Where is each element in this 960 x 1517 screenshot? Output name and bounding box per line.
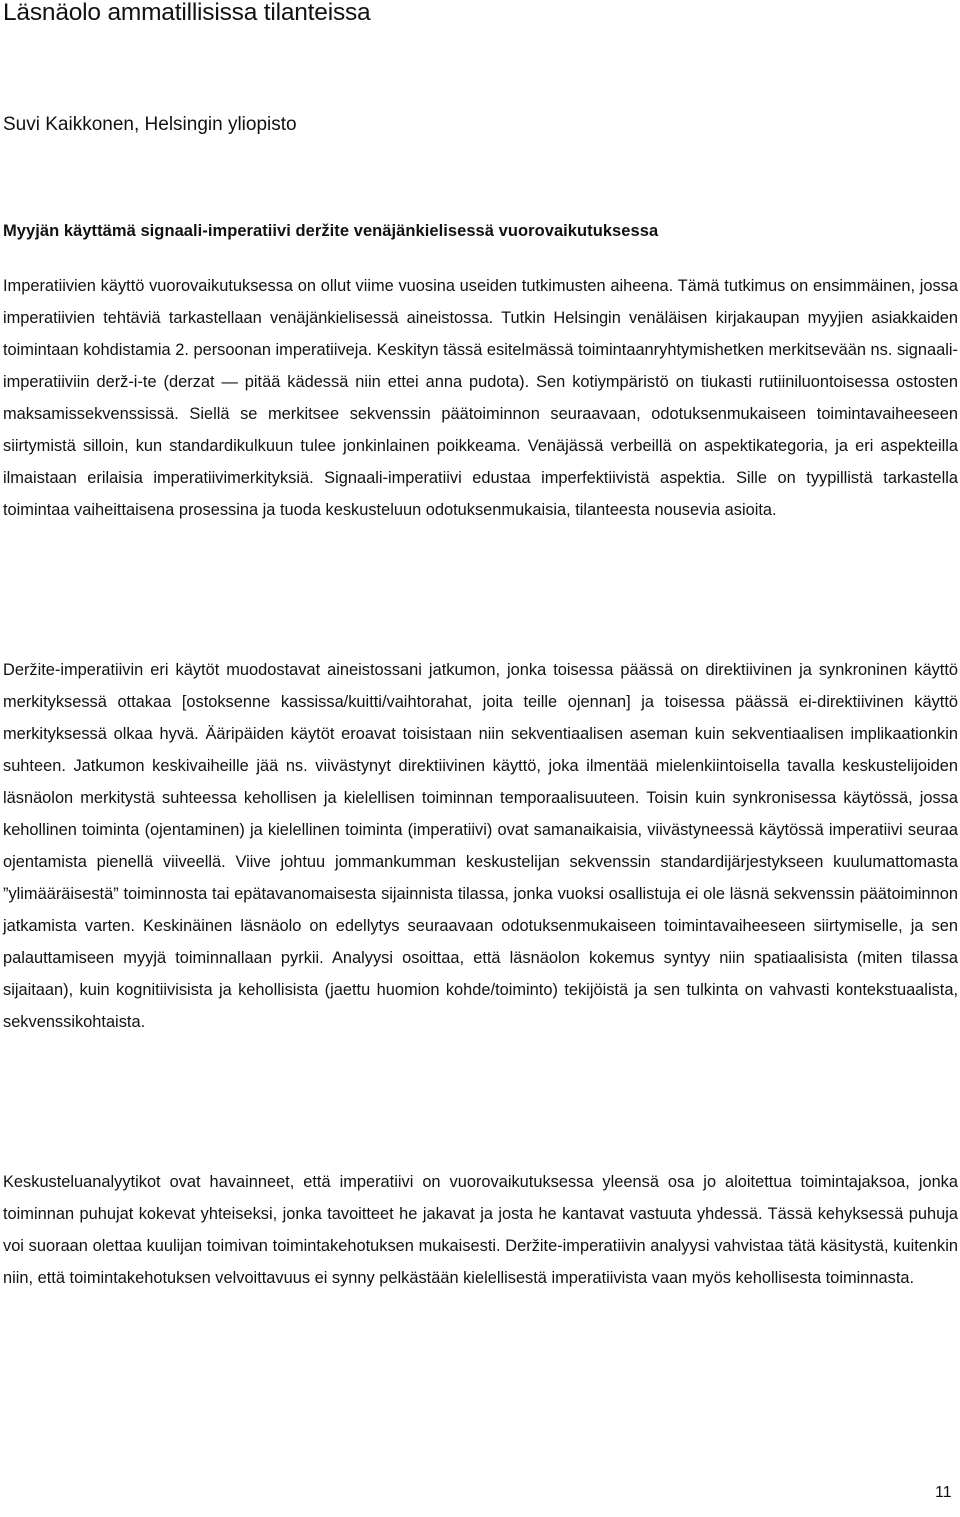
paragraph: Imperatiivien käyttö vuorovaikutuksessa on ollut viime vuosina useiden tutkimusten aiheena. Tämä tutkimus on ensimmäinen, jossa imperatiivien tehtäviä tarkastellaan venäjänkielisessä aineistossa. Tutkin Helsingin venäläisen kirjakaupan myyjien asiakkaiden toimintaan kohdistamia 2. persoonan imperatiiveja. Keskityn tässä esitelmässä toimintaanryhtymishetken merkitsevään ns. signaali-imperatiiviin derž-i-te (derzat — pitää kädessä niin ettei anna pudota). Sen kotiympäristö on tiukasti rutiiniluontoisessa ostosten maksamissekvenssissä. Siellä se merkitsee sekvenssin päätoiminnon seuraavaan, odotuksenmukaiseen toimintavaiheeseen siirtymistä silloin, kun standardikulkuun tulee jonkinlainen poikkeama. Venäjässä verbeillä on aspektikategoria, ja eri aspekteilla ilmaistaan erilaisia imperatiivimerkityksiä. Signaali-imperatiivi edustaa imperfektiivistä aspektia. Sille on tyypillistä tarkastella toimintaa vaiheittaisena prosessina ja tuoda keskusteluun odotuksenmukaisia, tilanteesta nousevia asioita. <box>3 277 958 519</box>
paragraph: Keskusteluanalyytikot ovat havainneet, että imperatiivi on vuorovaikutuksessa yleensä osa jo aloitettua toimintajaksoa, jonka toiminnan puhujat kokevat yhteiseksi, jonka tavoitteet he jakavat ja josta he kantavat vastuuta yhdessä. Tässä kehyksessä puhuja voi suoraan olettaa kuulijan toimivan toimintakehotuksen mukaisesti. Deržite-imperatiivin analyysi vahvistaa tätä käsitystä, kuitenkin niin, että toimintakehotuksen velvoittavuus ei synny pelkästään kielellisestä imperatiivista vaan myös kehollisesta toiminnasta. <box>3 1173 958 1287</box>
author-line: Suvi Kaikkonen, Helsingin yliopisto <box>3 114 297 135</box>
document-title: Läsnäolo ammatillisissa tilanteissa <box>3 0 371 26</box>
paragraph: Deržite-imperatiivin eri käytöt muodostavat aineistossani jatkumon, jonka toisessa päässä on direktiivinen ja synkroninen käyttö merkityksessä ottakaa [ostoksenne kassissa/kuitti/vaihtorahat, joita teille ojennan] ja toisessa päässä ei-direktiivinen käyttö merkityksessä olkaa hyvä. Ääripäiden käytöt eroavat toisistaan niin sekventiaalisen aseman kuin sekventiaalisen implikaationkin suhteen. Jatkumon keskivaiheille jää ns. viivästynyt direktiivinen käyttö, joka ilmentää mielenkiintoisella tavalla keskustelijoiden läsnäolon merkitystä suhteessa kehollisen ja kielellisen toiminnan temporaalisuuteen. Toisin kuin synkronisessa käytössä, jossa kehollinen toiminta (ojentaminen) ja kielellinen toiminta (imperatiivi) ovat samanaikaisia, viivästyneessä käytössä imperatiivi seuraa ojentamista pienellä viiveellä. Viive johtuu jommankumman keskustelijan sekvenssin standardijärjestykseen kuulumattomasta ”ylimääräisestä” toiminnosta tai epätavanomaisesta sijainnista tilassa, jonka vuoksi osallistuja ei ole läsnä sekvenssin päätoiminnon jatkamista varten. Keskinäinen läsnäolo on edellytys seuraavaan odotuksenmukaiseen toimintavaiheeseen siirtymiselle, ja sen palauttamiseen myyjä toiminnallaan pyrkii. Analyysi osoittaa, että läsnäolon kokemus syntyy niin spatiaalisista (miten tilassa sijaitaan), kuin kognitiivisista ja kehollisista (jaettu huomion kohde/toiminto) tekijöistä ja sen tulkinta on vahvasti kontekstuaalista, sekvenssikohtaista. <box>3 661 958 1031</box>
section-title: Myyjän käyttämä signaali-imperatiivi deržite venäjänkielisessä vuorovaikutuksessa <box>3 222 659 240</box>
page-number: 11 <box>935 1484 952 1501</box>
